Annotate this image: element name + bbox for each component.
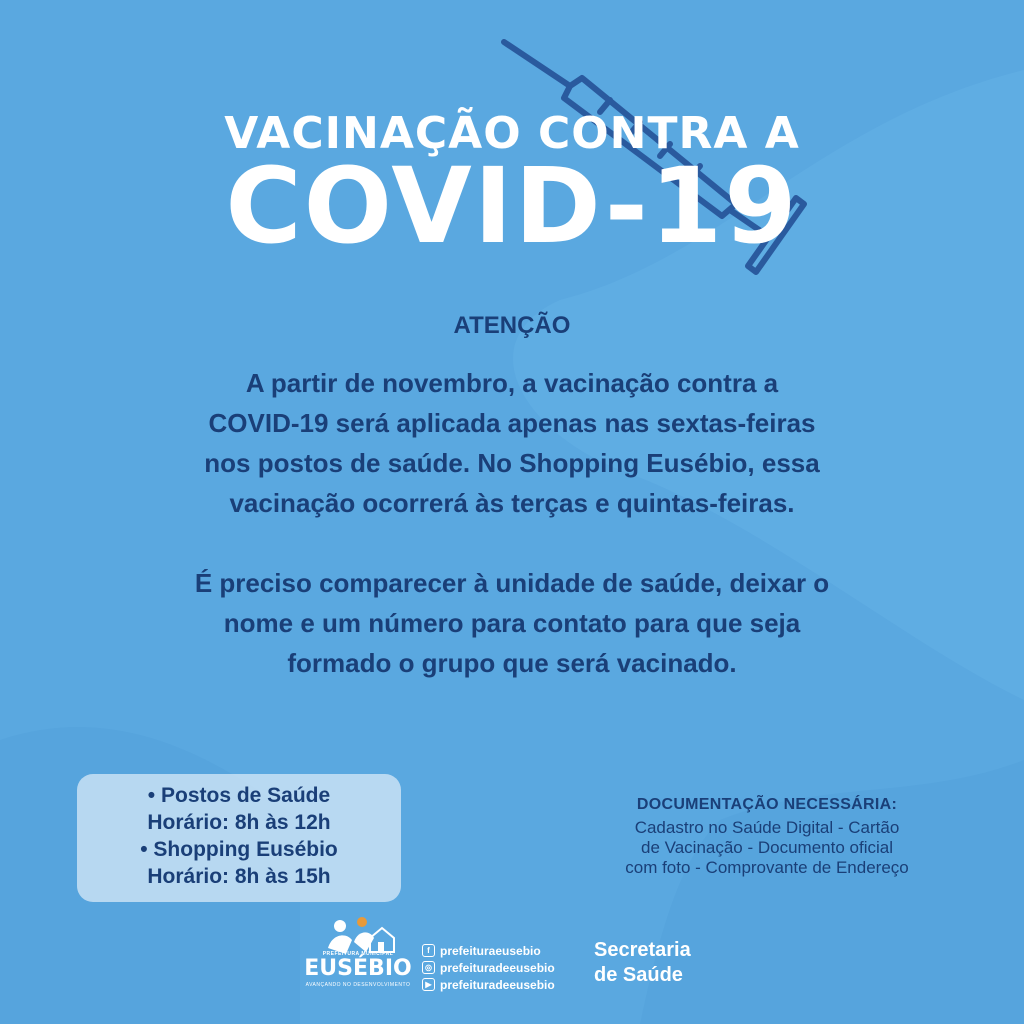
logo-slogan: AVANÇANDO NO DESENVOLVIMENTO [305,982,411,988]
documents-title: DOCUMENTAÇÃO NECESSÁRIA: [636,796,898,813]
documents-line: Cadastro no Saúde Digital - Cartão [634,818,900,837]
attention-heading: ATENÇÃO [453,312,571,339]
instructions-paragraph [112,563,912,683]
paragraph-line: nome e um número para contato para que seja [223,608,801,638]
paragraph-line: É preciso comparecer à unidade de saúde, deixar o [194,568,830,598]
paragraph-line: formado o grupo que será vacinado. [287,648,737,678]
documents-line: com foto - Comprovante de Endereço [625,858,909,877]
hours-line: Horário: 8h às 12h [147,811,331,834]
social-handle: prefeituradeeusebio [440,960,555,975]
logo-name: EUSÉBIO [304,956,412,981]
social-youtube[interactable] [422,976,555,993]
paragraph-line: COVID-19 será aplicada apenas nas sextas-feiras [208,408,816,438]
hours-line: Horário: 8h às 15h [147,865,331,888]
paragraph-line: vacinação ocorrerá às terças e quintas-feiras. [229,488,795,518]
hours-box [77,774,401,902]
secretaria-line: Secretaria [594,939,691,961]
title-line-2: COVID-19 [225,145,799,267]
hours-line: • Postos de Saúde [147,784,331,807]
logo-top-text: PREFEITURA MUNICIPAL [322,951,394,957]
paragraph-line: nos postos de saúde. No Shopping Eusébio, essa [204,448,820,478]
secretaria-line: de Saúde [594,964,683,986]
instagram-icon: ◎ [422,961,435,974]
documents-line: de Vacinação - Documento oficial [641,838,893,857]
title-line-1: VACINAÇÃO CONTRA A [224,108,800,159]
youtube-icon: ▶ [422,978,435,991]
documents-section [580,796,954,878]
secretaria-label [594,938,691,988]
social-instagram[interactable] [422,959,555,976]
facebook-icon: f [422,944,435,957]
announcement-paragraph [112,363,912,523]
hours-line: • Shopping Eusébio [140,838,338,861]
social-handle: prefeituradeeusebio [440,977,555,992]
paragraph-line: A partir de novembro, a vacinação contra a [245,368,779,398]
social-facebook[interactable] [422,942,555,959]
social-handle: prefeituraeusebio [440,943,541,958]
social-links [422,942,555,993]
